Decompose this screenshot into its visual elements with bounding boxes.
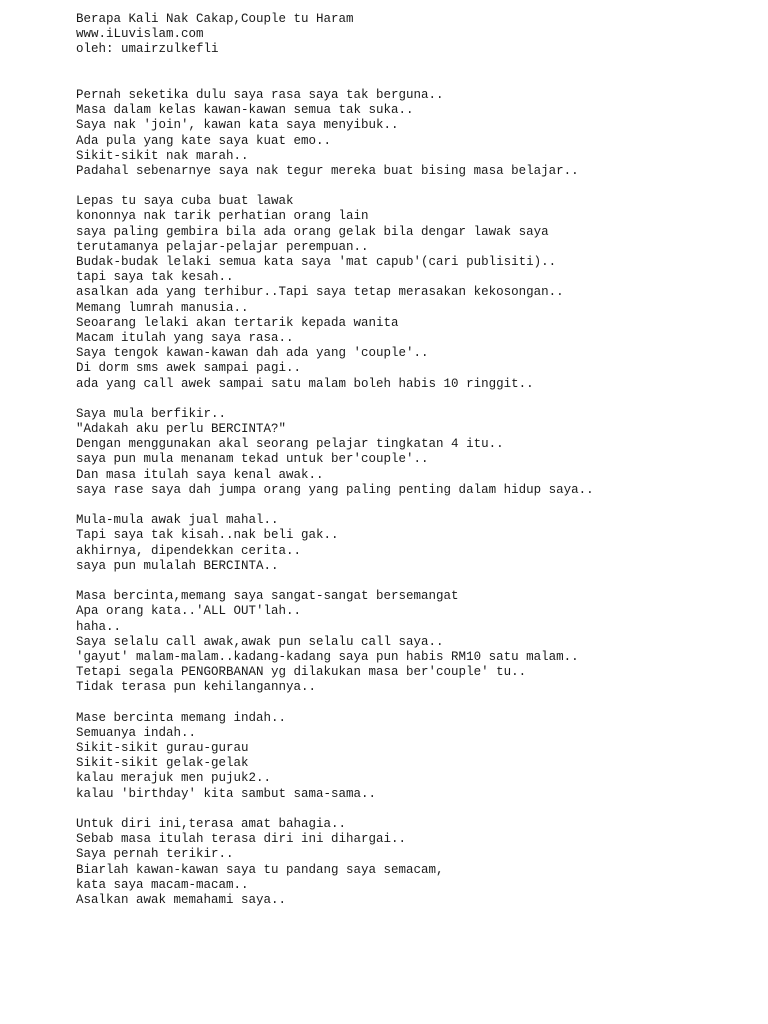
text-line: Saya selalu call awak,awak pun selalu call saya..: [76, 634, 444, 649]
text-line: Memang lumrah manusia..: [76, 300, 249, 315]
text-line: kalau merajuk men pujuk2..: [76, 771, 272, 786]
text-line: Saya mula berfikir..: [76, 406, 227, 421]
text-line: Untuk diri ini,terasa amat bahagia..: [76, 816, 347, 831]
site-link[interactable]: www.iLuvislam.com: [76, 27, 204, 42]
text-line: kalau 'birthday' kita sambut sama-sama..: [76, 786, 377, 801]
text-line: haha..: [76, 619, 122, 634]
text-line: Mase bercinta memang indah..: [76, 710, 287, 725]
text-line: ada yang call awek sampai satu malam boleh habis 10 ringgit..: [76, 376, 534, 391]
text-line: Dengan menggunakan akal seorang pelajar tingkatan 4 itu..: [76, 437, 504, 452]
text-line: tapi saya tak kesah..: [76, 270, 234, 285]
text-line: "Adakah aku perlu BERCINTA?": [76, 422, 287, 437]
stanza: [76, 513, 756, 574]
text-line: saya pun mula menanam tekad untuk ber'couple'..: [76, 452, 429, 467]
text-line: Tetapi segala PENGORBANAN yg dilakukan masa ber'couple' tu..: [76, 665, 527, 680]
text-line: saya pun mulalah BERCINTA..: [76, 558, 279, 573]
stanza: [76, 88, 756, 179]
stanza: [76, 407, 756, 498]
text-line: Sikit-sikit gelak-gelak: [76, 756, 249, 771]
stanza: [76, 817, 756, 908]
text-line: kata saya macam-macam..: [76, 877, 249, 892]
text-line: 'gayut' malam-malam..kadang-kadang saya pun habis RM10 satu malam..: [76, 649, 579, 664]
text-line: Saya tengok kawan-kawan dah ada yang 'couple'..: [76, 346, 429, 361]
text-line: Masa dalam kelas kawan-kawan semua tak suka..: [76, 103, 414, 118]
text-line: Padahal sebenarnye saya nak tegur mereka buat bising masa belajar..: [76, 163, 579, 178]
stanza: [76, 589, 756, 695]
text-line: Saya nak 'join', kawan kata saya menyibuk..: [76, 118, 399, 133]
text-line: Biarlah kawan-kawan saya tu pandang saya semacam,: [76, 862, 444, 877]
text-line: Pernah seketika dulu saya rasa saya tak berguna..: [76, 87, 444, 102]
text-line: Asalkan awak memahami saya..: [76, 892, 287, 907]
text-line: Saya pernah terikir..: [76, 847, 234, 862]
text-line: Masa bercinta,memang saya sangat-sangat bersemangat: [76, 589, 459, 604]
text-line: Ada pula yang kate saya kuat emo..: [76, 133, 332, 148]
text-line: saya paling gembira bila ada orang gelak bila dengar lawak saya: [76, 224, 549, 239]
article-title: Berapa Kali Nak Cakap,Couple tu Haram: [76, 12, 354, 26]
text-line: Sebab masa itulah terasa diri ini dihargai..: [76, 832, 407, 847]
stanza: [76, 711, 756, 802]
text-line: terutamanya pelajar-pelajar perempuan..: [76, 239, 369, 254]
text-line: Macam itulah yang saya rasa..: [76, 330, 294, 345]
text-line: Mula-mula awak jual mahal..: [76, 513, 279, 528]
stanza: [76, 194, 756, 391]
text-line: Budak-budak lelaki semua kata saya 'mat capub'(cari publisiti)..: [76, 255, 557, 270]
text-line: Apa orang kata..'ALL OUT'lah..: [76, 604, 302, 619]
text-line: Tidak terasa pun kehilangannya..: [76, 680, 317, 695]
text-line: Semuanya indah..: [76, 725, 197, 740]
text-line: saya rase saya dah jumpa orang yang paling penting dalam hidup saya..: [76, 482, 594, 497]
text-line: Lepas tu saya cuba buat lawak: [76, 194, 294, 209]
document-body: [76, 88, 756, 908]
document-header: [76, 12, 756, 58]
text-line: asalkan ada yang terhibur..Tapi saya tetap merasakan kekosongan..: [76, 285, 564, 300]
text-line: Di dorm sms awek sampai pagi..: [76, 361, 302, 376]
text-line: Tapi saya tak kisah..nak beli gak..: [76, 528, 339, 543]
text-line: Sikit-sikit gurau-gurau: [76, 741, 249, 756]
text-line: akhirnya, dipendekkan cerita..: [76, 543, 302, 558]
text-line: Sikit-sikit nak marah..: [76, 148, 249, 163]
author-line: oleh: umairzulkefli: [76, 42, 219, 57]
text-line: Dan masa itulah saya kenal awak..: [76, 467, 324, 482]
text-line: kononnya nak tarik perhatian orang lain: [76, 209, 369, 224]
text-line: Seoarang lelaki akan tertarik kepada wanita: [76, 315, 399, 330]
document-page: [76, 12, 756, 908]
